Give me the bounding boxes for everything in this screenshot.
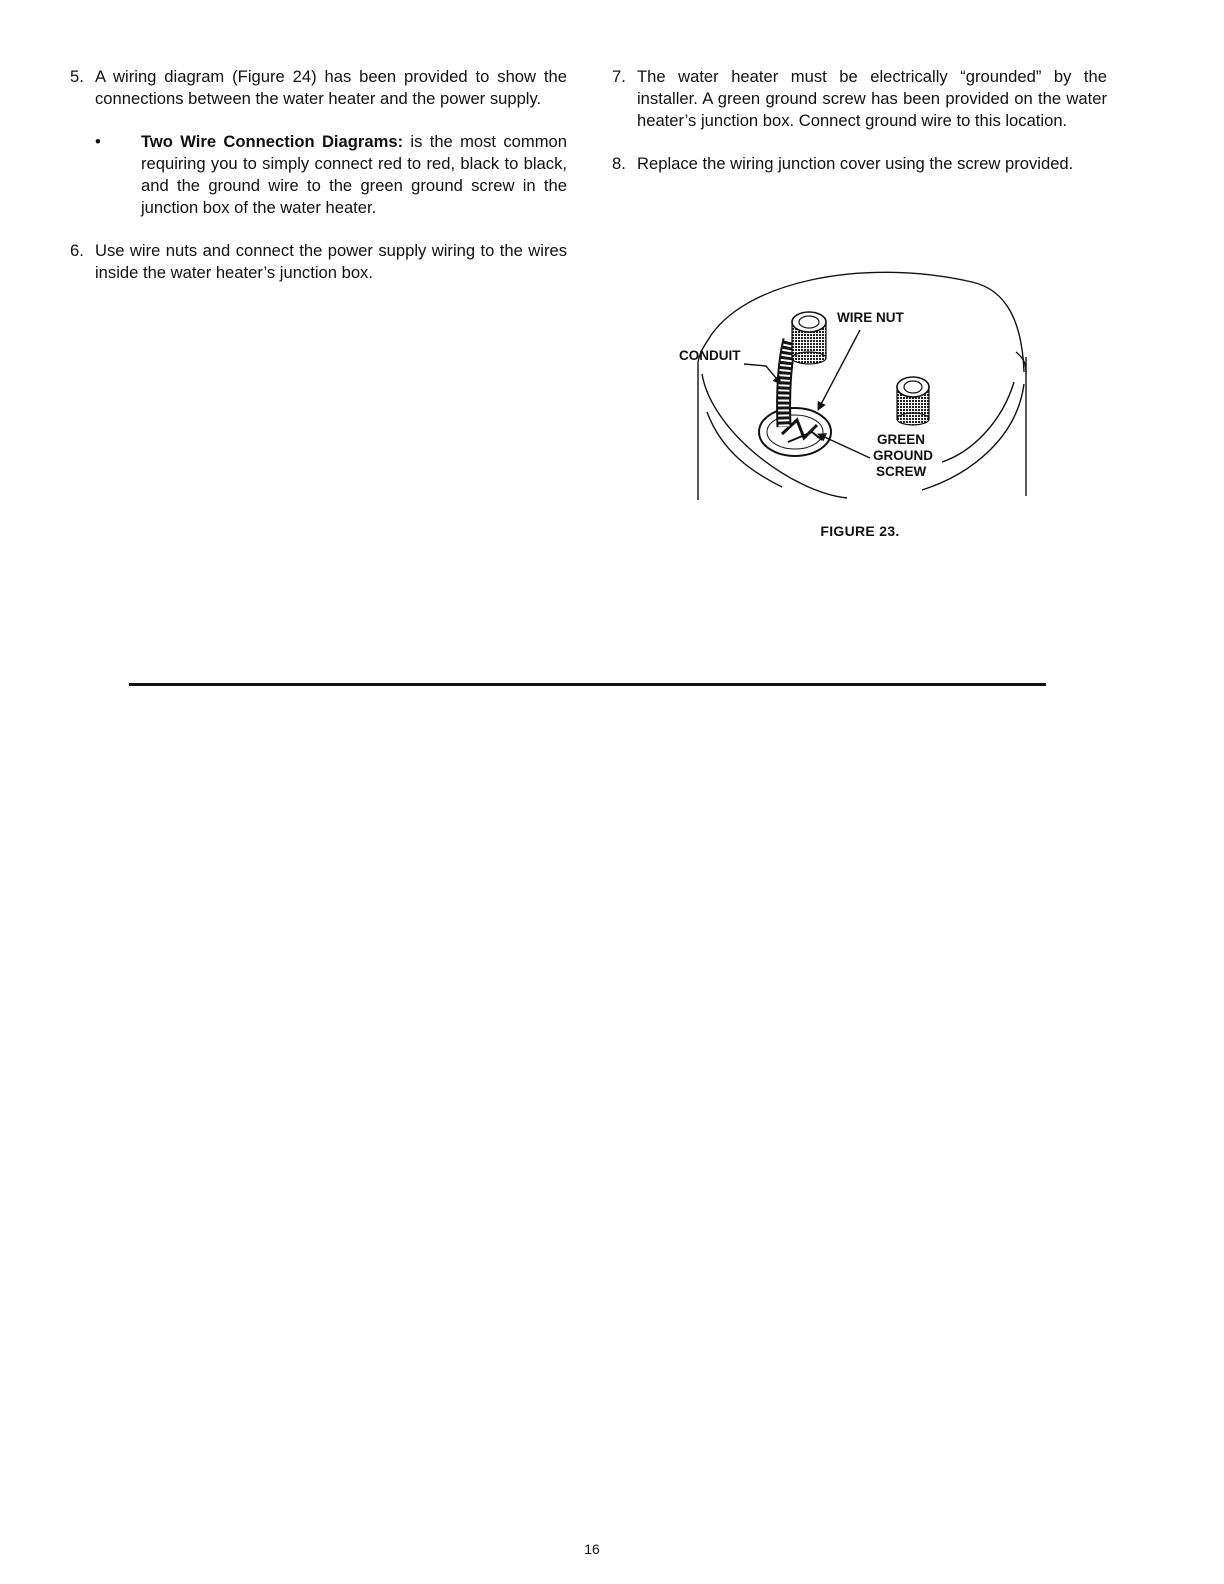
step-text: The water heater must be electrically “grounded” by the installer. A green ground screw has been provided on the water heater’s junction box. Connect ground wire to this location. xyxy=(637,67,1107,130)
left-column xyxy=(70,66,567,305)
page-number: 16 xyxy=(584,1541,600,1557)
label-conduit: CONDUIT xyxy=(679,348,741,363)
step-8 xyxy=(612,153,1107,175)
conduit-leader xyxy=(744,364,781,384)
bullet-symbol: • xyxy=(95,132,101,151)
step-number: 6. xyxy=(70,241,84,260)
step-number: 8. xyxy=(612,154,626,173)
label-green: GREEN xyxy=(877,432,926,447)
outlet-fitting xyxy=(897,377,929,425)
figure-caption: FIGURE 23. xyxy=(820,523,900,539)
step-6 xyxy=(70,240,567,284)
water-heater-top-illustration xyxy=(672,262,1042,507)
conduit-coil xyxy=(784,340,790,427)
step-number: 7. xyxy=(612,67,626,86)
ground-screw-leader xyxy=(818,434,870,458)
step-text: A wiring diagram (Figure 24) has been provided to show the connections between the water heater and the power supply. xyxy=(95,67,567,108)
right-column xyxy=(612,66,1107,196)
step-number: 5. xyxy=(70,67,84,86)
label-ground: GROUND xyxy=(873,448,933,463)
label-screw: SCREW xyxy=(876,464,927,479)
wire-nut-fitting xyxy=(792,312,826,364)
bullet-text xyxy=(141,131,567,219)
label-wire-nut: WIRE NUT xyxy=(837,310,904,325)
step-5 xyxy=(70,66,567,110)
bullet-body: is the most common requiring you to simply connect red to red, black to black, and the ground wire to the green ground screw in the junction box of the water heater. xyxy=(141,132,567,217)
horizontal-divider xyxy=(129,683,1046,686)
step-text: Replace the wiring junction cover using the screw provided. xyxy=(637,154,1074,173)
step-text: Use wire nuts and connect the power supply wiring to the wires inside the water heater’s junction box. xyxy=(95,241,567,282)
figure-23 xyxy=(672,262,1042,507)
bullet-bold-term: Two Wire Connection Diagrams: xyxy=(141,132,404,151)
bullet-two-wire xyxy=(95,131,567,219)
step-7 xyxy=(612,66,1107,132)
